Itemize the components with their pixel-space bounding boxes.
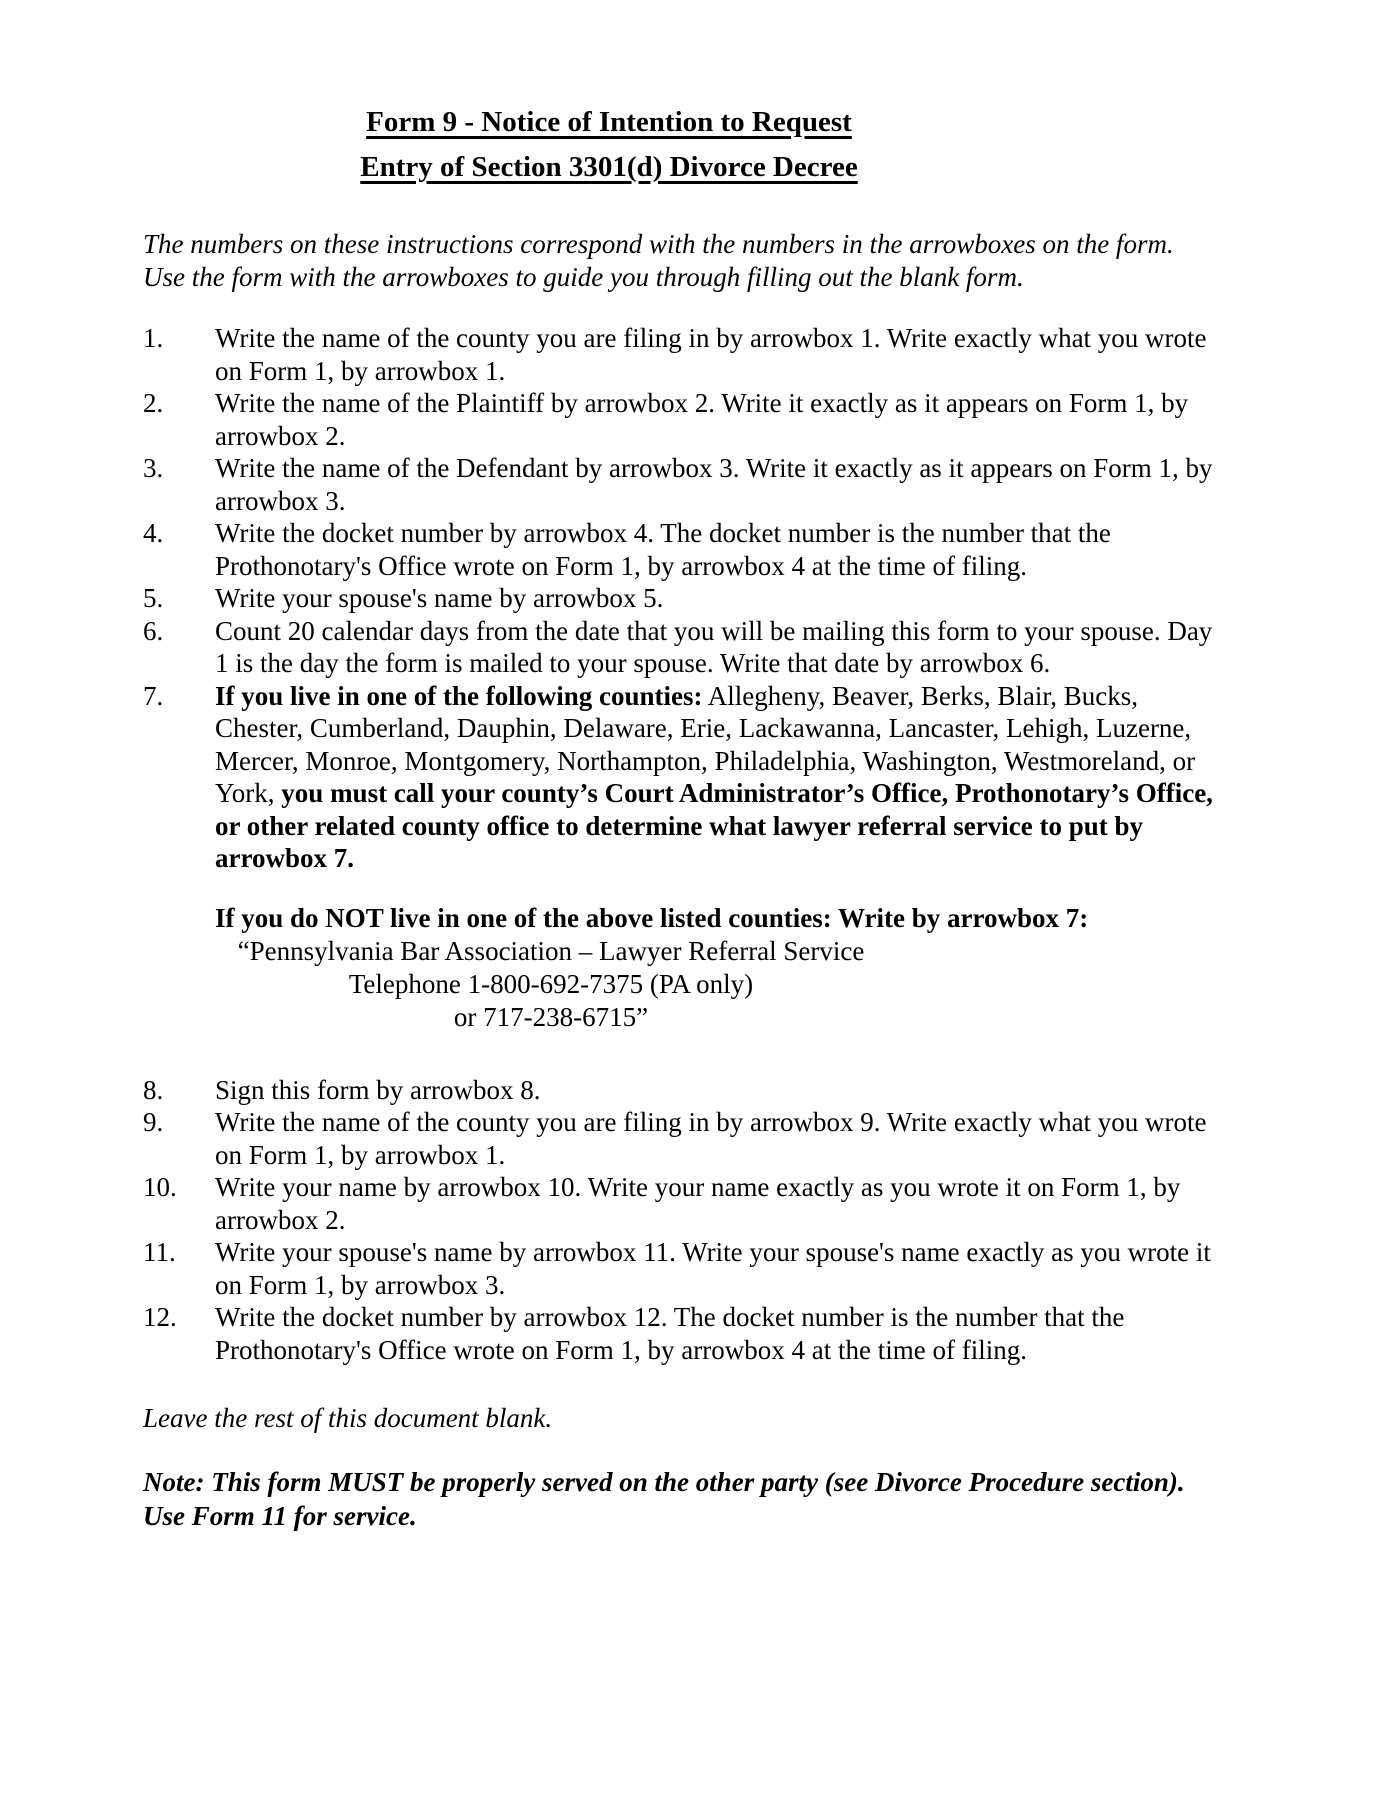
item-text: Sign this form by arrowbox 8. <box>215 1074 541 1105</box>
page-title-line-1: Form 9 - Notice of Intention to Request <box>366 106 852 138</box>
item-text <box>215 680 1227 875</box>
instruction-item-5 <box>143 582 1391 615</box>
item-text: Write the docket number by arrowbox 12. The docket number is the number that the Prothonotary's Office wrote on Form 1, by arrowbox 4 at the time of filing. <box>215 1302 1125 1365</box>
item-text: Write the name of the Plaintiff by arrowbox 2. Write it exactly as it appears on Form 1, by arrowbox 2. <box>215 388 1189 451</box>
item-number: 2. <box>143 388 164 418</box>
item-number: 10. <box>143 1172 177 1202</box>
item-number: 11. <box>143 1237 176 1267</box>
item-number: 1. <box>143 323 164 353</box>
instruction-item-8 <box>143 1074 1391 1107</box>
instruction-item-2 <box>143 387 1391 452</box>
item-number: 5. <box>143 583 164 613</box>
instruction-item-6 <box>143 615 1391 680</box>
item-text: Write your spouse's name by arrowbox 5. <box>215 583 664 613</box>
item-text: Write the name of the Defendant by arrowbox 3. Write it exactly as it appears on Form 1, by arrowbox 3. <box>215 453 1213 516</box>
referral-heading: If you do NOT live in one of the above listed counties: Write by arrowbox 7: <box>215 902 1089 933</box>
page-title <box>143 100 1075 190</box>
leave-blank-note: Leave the rest of this document blank. <box>143 1403 553 1433</box>
item-number: 6. <box>143 615 164 646</box>
instruction-item-1 <box>143 322 1391 387</box>
item-text: Write the docket number by arrowbox 4. The docket number is the number that the Prothonotary's Office wrote on Form 1, by arrowbox 4 at the time of filing. <box>215 518 1111 581</box>
service-note: Note: This form MUST be properly served on the other party (see Divorce Procedure section). Use Form 11 for service. <box>143 1467 1185 1531</box>
item-text: Write your name by arrowbox 10. Write your name exactly as you wrote it on Form 1, by arrowbox 2. <box>215 1172 1181 1235</box>
item-7-county-list: Allegheny, Beaver, Berks, Blair, Bucks, Chester, Cumberland, Dauphin, Delaware, Erie, Lackawanna, Lancaster, Lehigh, Luzerne, Mercer, Monroe, Montgomery, Northampton, Philadelphia, Washington, Westmoreland, or York, <box>215 680 1196 808</box>
instruction-item-12 <box>143 1301 1391 1366</box>
item-text: Write your spouse's name by arrowbox 11. Write your spouse's name exactly as you wrote it on Form 1, by arrowbox 3. <box>215 1237 1211 1300</box>
instruction-list-8-12 <box>143 1074 1391 1367</box>
intro-paragraph: The numbers on these instructions correspond with the numbers in the arrowboxes on the form. Use the form with the arrowboxes to guide you through filling out the blank form. <box>143 229 1174 292</box>
item-7-bold-lead: If you live in one of the following counties: <box>215 680 703 711</box>
instruction-item-9 <box>143 1106 1391 1171</box>
item-number: 7. <box>143 680 164 711</box>
instruction-item-10 <box>143 1171 1391 1236</box>
item-number: 4. <box>143 518 164 548</box>
item-text: Write the name of the county you are filing in by arrowbox 9. Write exactly what you wrote on Form 1, by arrowbox 1. <box>215 1107 1207 1170</box>
instruction-item-7 <box>143 680 1391 875</box>
instruction-item-3 <box>143 452 1391 517</box>
page-title-line-2: Entry of Section 3301(d) Divorce Decree <box>360 151 858 183</box>
referral-line-1: “Pennsylvania Bar Association – Lawyer Referral Service <box>237 935 865 966</box>
item-number: 12. <box>143 1302 177 1332</box>
referral-line-2: Telephone 1-800-692-7375 (PA only) <box>348 968 754 999</box>
item-number: 8. <box>143 1074 164 1105</box>
referral-line-3: or 717-238-6715” <box>453 1001 649 1032</box>
item-number: 9. <box>143 1107 164 1137</box>
item-number: 3. <box>143 453 164 483</box>
instruction-list-1-7 <box>143 322 1391 875</box>
instruction-item-11 <box>143 1236 1391 1301</box>
referral-contact-block <box>215 935 887 1034</box>
item-7-bold-instruction: you must call your county’s Court Administrator’s Office, Prothonotary’s Office, or other related county office to determine what lawyer referral service to put by arrowbox 7. <box>215 778 1213 873</box>
item-text: Write the name of the county you are filing in by arrowbox 1. Write exactly what you wrote on Form 1, by arrowbox 1. <box>215 323 1207 386</box>
instruction-item-4 <box>143 517 1391 582</box>
item-text: Count 20 calendar days from the date that you will be mailing this form to your spouse. Day 1 is the day the form is mailed to your spouse. Write that date by arrowbox 6. <box>215 615 1213 678</box>
